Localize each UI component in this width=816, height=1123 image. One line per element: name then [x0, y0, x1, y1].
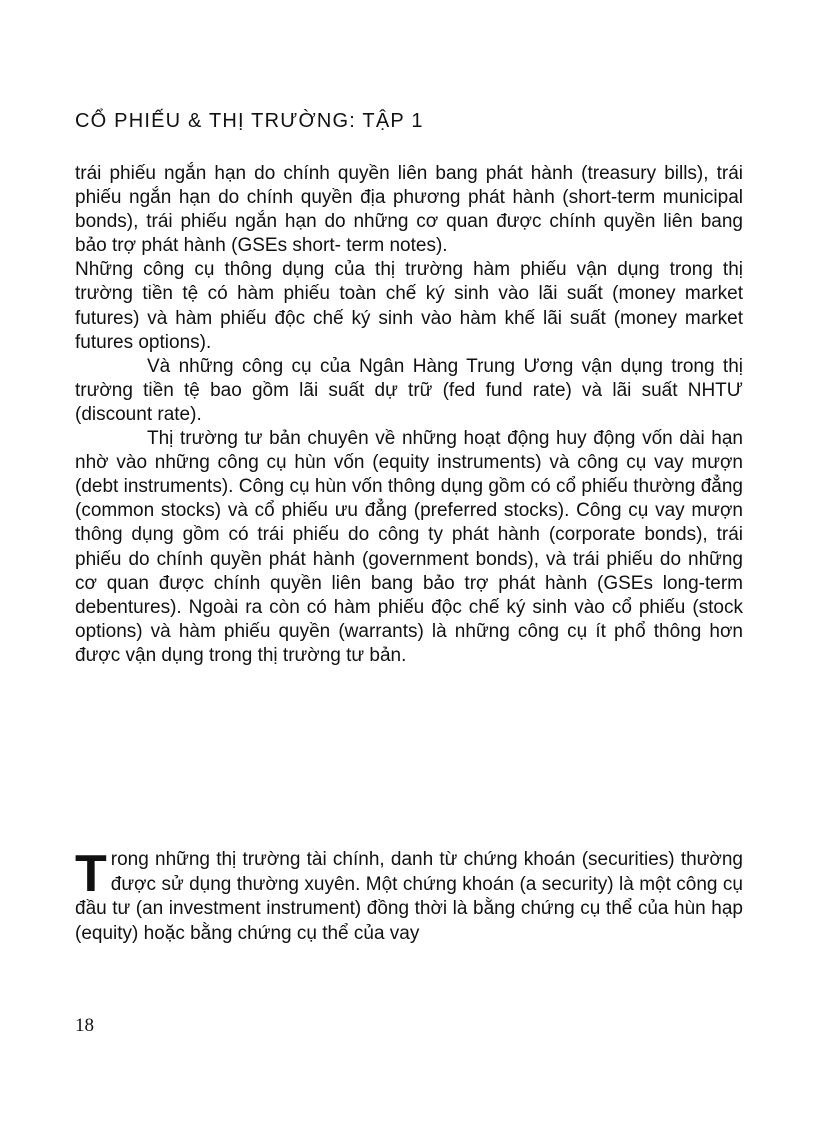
- paragraph-derivatives: Những công cụ thông dụng của thị trường hàm phiếu vận dụng trong thị trường tiền tệ có hàm phiếu toàn chế ký sinh vào lãi suất (money market futures) và hàm phiếu độc chế ký sinh vào hàm khế lãi suất (money market futures options).: [75, 259, 743, 353]
- paragraph-central-bank: Và những công cụ của Ngân Hàng Trung Ương vận dụng trong thị trường tiền tệ bao gồm lãi suất dự trữ (fed fund rate) và lãi suất NHTƯ (discount rate).: [75, 355, 743, 425]
- page-number: 18: [75, 1015, 94, 1036]
- section-securities: [75, 845, 743, 946]
- running-header: CỔ PHIẾU & THỊ TRƯỜNG: TẬP 1: [75, 110, 424, 132]
- drop-cap: T: [75, 845, 107, 903]
- paragraph-securities-text: rong những thị trường tài chính, danh từ chứng khoán (securities) thường được sử dụng thường xuyên. Một chứng khoán (a security) là một công cụ đầu tư (an investment instrument) đồng thời là bằng chứng cụ thể của hùn hạp (equity) hoặc bằng chứng cụ thể của vay: [75, 849, 743, 944]
- body-text: [75, 162, 743, 668]
- paragraph-capital-market: Thị trường tư bản chuyên về những hoạt động huy động vốn dài hạn nhờ vào những công cụ hùn vốn (equity instruments) và công cụ vay mượn (debt instruments). Công cụ hùn vốn thông dụng gồm có cổ phiếu thường đẳng (common stocks) và cổ phiếu ưu đẳng (preferred stocks). Công cụ vay mượn thông dụng gồm có trái phiếu do công ty phát hành (corporate bonds), trái phiếu do chính quyền phát hành (government bonds), và trái phiếu do những cơ quan được chính quyền liên bang bảo trợ phát hành (GSEs long-term debentures). Ngoài ra còn có hàm phiếu độc chế ký sinh vào cổ phiếu (stock options) và hàm phiếu quyền (warrants) là những công cụ ít phổ thông hơn được vận dụng trong thị trường tư bản.: [75, 428, 743, 666]
- paragraph-securities: [75, 845, 743, 946]
- paragraph-treasury-bills: trái phiếu ngắn hạn do chính quyền liên bang phát hành (treasury bills), trái phiếu ngắn hạn do chính quyền địa phương phát hành (short-term municipal bonds), trái phiếu ngắn hạn do những cơ quan được chính quyền liên bang bảo trợ phát hành (GSEs short- term notes).: [75, 163, 743, 257]
